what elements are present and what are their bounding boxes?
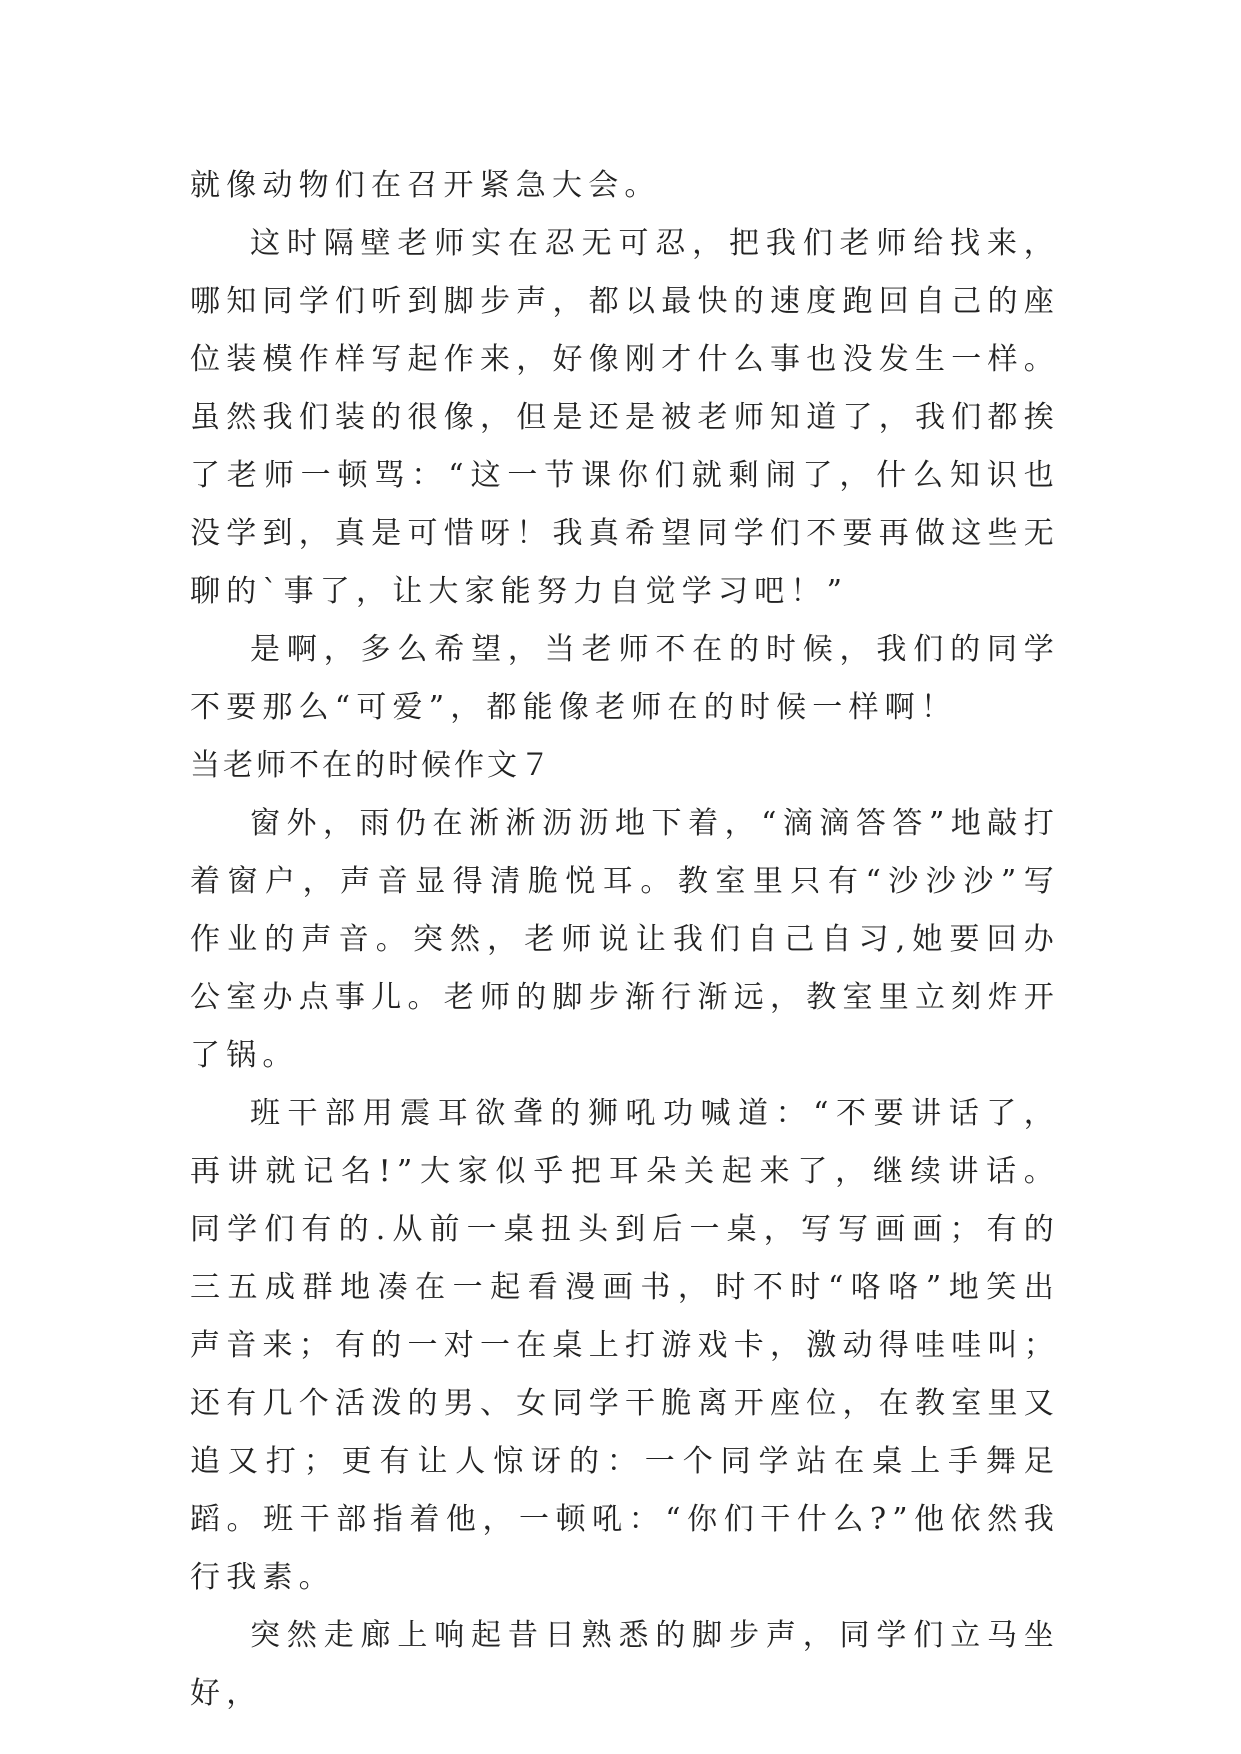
paragraph: 班干部用震耳欲聋的狮吼功喊道：“不要讲话了，再讲就记名!”大家似乎把耳朵关起来了，继续讲话。同学们有的.从前一桌扭头到后一桌，写写画画；有的三五成群地凑在一起看漫画书，时不时“咯咯”地笑出声音来；有的一对一在桌上打游戏卡，激动得哇哇叫；还有几个活泼的男、女同学干脆离开座位，在教室里又追又打；更有让人惊讶的：一个同学站在桌上手舞足蹈。班干部指着他，一顿吼：“你们干什么?”他依然我行我素。 [190, 1096, 1060, 1595]
section-heading: 当老师不在的时候作文７ [190, 748, 553, 783]
document-body [190, 157, 1060, 1723]
paragraph: 窗外，雨仍在淅淅沥沥地下着，“滴滴答答”地敲打着窗户，声音显得清脆悦耳。教室里只有“沙沙沙”写作业的声音。突然，老师说让我们自己自习,她要回办公室办点事儿。老师的脚步渐行渐远，教室里立刻炸开了锅。 [190, 806, 1060, 1073]
paragraph: 突然走廊上响起昔日熟悉的脚步声，同学们立马坐好， [190, 1618, 1060, 1711]
paragraph: 是啊，多么希望，当老师不在的时候，我们的同学不要那么“可爱”，都能像老师在的时候一样啊！ [190, 632, 1060, 725]
paragraph-continued: 就像动物们在召开紧急大会。 [190, 168, 661, 203]
paragraph: 这时隔壁老师实在忍无可忍，把我们老师给找来，哪知同学们听到脚步声，都以最快的速度跑回自己的座位装模作样写起作来，好像刚才什么事也没发生一样。虽然我们装的很像，但是还是被老师知道了，我们都挨了老师一顿骂：“这一节课你们就剩闹了，什么知识也没学到，真是可惜呀！我真希望同学们不要再做这些无聊的`事了，让大家能努力自觉学习吧！” [190, 226, 1060, 609]
